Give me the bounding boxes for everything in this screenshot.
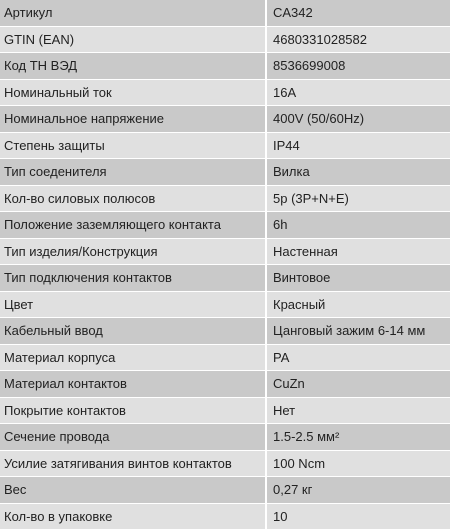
table-row — [0, 79, 450, 106]
spec-label: Номинальный ток — [0, 79, 266, 106]
spec-value: 100 Ncm — [266, 450, 450, 477]
spec-label: Тип изделия/Конструкция — [0, 238, 266, 265]
spec-label: Код ТН ВЭД — [0, 53, 266, 80]
spec-label: Покрытие контактов — [0, 397, 266, 424]
spec-label: Номинальное напряжение — [0, 106, 266, 133]
spec-value: Красный — [266, 291, 450, 318]
spec-label: Вес — [0, 477, 266, 504]
spec-label: Материал корпуса — [0, 344, 266, 371]
spec-value: Нет — [266, 397, 450, 424]
spec-value: CA342 — [266, 0, 450, 26]
spec-value: Вилка — [266, 159, 450, 186]
spec-value: IP44 — [266, 132, 450, 159]
table-row — [0, 397, 450, 424]
spec-value: 4680331028582 — [266, 26, 450, 53]
table-row — [0, 132, 450, 159]
table-row — [0, 238, 450, 265]
spec-label: GTIN (EAN) — [0, 26, 266, 53]
table-row — [0, 106, 450, 133]
spec-label: Кол-во силовых полюсов — [0, 185, 266, 212]
spec-label: Цвет — [0, 291, 266, 318]
spec-value: CuZn — [266, 371, 450, 398]
spec-value: 0,27 кг — [266, 477, 450, 504]
table-row — [0, 477, 450, 504]
spec-label: Степень защиты — [0, 132, 266, 159]
spec-label: Кабельный ввод — [0, 318, 266, 345]
table-row — [0, 185, 450, 212]
table-row — [0, 371, 450, 398]
table-row — [0, 291, 450, 318]
spec-value: Настенная — [266, 238, 450, 265]
spec-value: 5p (3P+N+E) — [266, 185, 450, 212]
spec-label: Тип соеденителя — [0, 159, 266, 186]
table-row — [0, 212, 450, 239]
spec-value: 16A — [266, 79, 450, 106]
spec-value: 1.5-2.5 мм² — [266, 424, 450, 451]
table-row — [0, 424, 450, 451]
spec-value: 8536699008 — [266, 53, 450, 80]
spec-label: Тип подключения контактов — [0, 265, 266, 292]
spec-value: Цанговый зажим 6-14 мм — [266, 318, 450, 345]
table-row — [0, 26, 450, 53]
spec-label: Кол-во в упаковке — [0, 503, 266, 530]
spec-value: 10 — [266, 503, 450, 530]
table-row — [0, 318, 450, 345]
table-row — [0, 503, 450, 530]
table-row — [0, 53, 450, 80]
spec-value: 6h — [266, 212, 450, 239]
table-row — [0, 344, 450, 371]
spec-label: Артикул — [0, 0, 266, 26]
spec-label: Усилие затягивания винтов контактов — [0, 450, 266, 477]
spec-value: 400V (50/60Hz) — [266, 106, 450, 133]
spec-label: Сечение провода — [0, 424, 266, 451]
spec-label: Положение заземляющего контакта — [0, 212, 266, 239]
table-row — [0, 159, 450, 186]
table-row — [0, 265, 450, 292]
table-row — [0, 0, 450, 26]
spec-label: Материал контактов — [0, 371, 266, 398]
table-row — [0, 450, 450, 477]
spec-value: Винтовое — [266, 265, 450, 292]
spec-value: PA — [266, 344, 450, 371]
